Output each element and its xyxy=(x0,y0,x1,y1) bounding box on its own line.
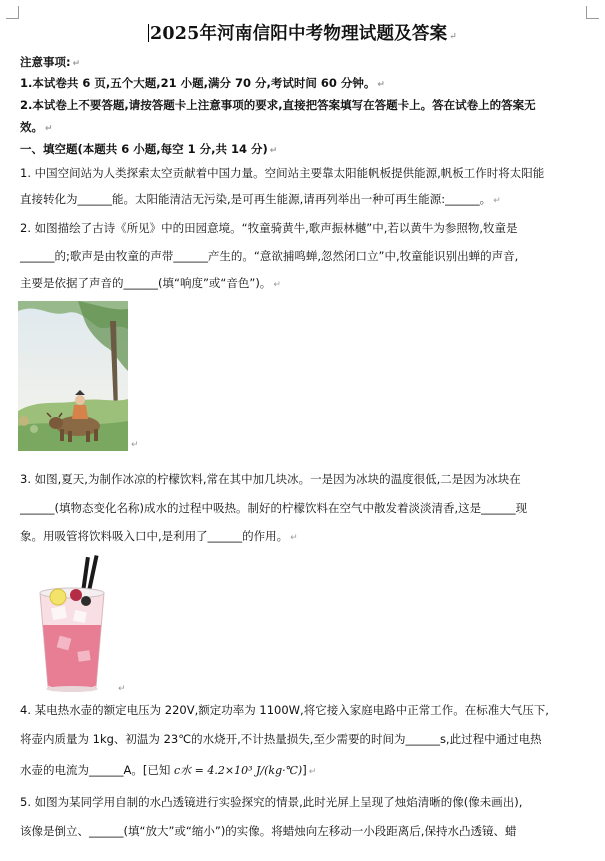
notes-item-1: 1.本试卷共 6 页,五个大题,21 小题,满分 70 分,考试时间 60 分钟。 ↵ xyxy=(20,76,385,90)
q5-line-2: 该像是倒立、______(填“放大”或“缩小”)的实像。将蜡烛向左移动一小段距离后,保持水凸透镜、蜡 xyxy=(20,824,517,838)
notes-item-2-cont: 效。 ↵ xyxy=(20,120,53,134)
cowherd-illustration-art xyxy=(18,301,128,451)
paragraph-mark-icon: ↵ xyxy=(131,440,139,450)
page-title: 2025年河南信阳中考物理试题及答案 ↵ xyxy=(149,24,458,44)
notes-heading: 注意事项: ↵ xyxy=(20,55,81,69)
cowherd-illustration xyxy=(18,301,128,451)
q1-line-1: 1. 中国空间站为人类探索太空贡献着中国力量。空间站主要靠太阳能帆板提供能源,帆板工作时将太阳能 xyxy=(20,166,545,180)
notes-item-2: 2.本试卷上不要答题,请按答题卡上注意事项的要求,直接把答案填写在答题卡上。答在试卷上的答案无 xyxy=(20,98,536,112)
paragraph-mark-icon: ↵ xyxy=(45,124,53,134)
paragraph-mark-icon: ↵ xyxy=(269,146,278,156)
paragraph-mark-icon: ↵ xyxy=(449,32,458,42)
q4-line-3: 水壶的电流为______A。[已知 c水 = 4.2×10³ J/(kg·℃)] ↵ xyxy=(20,763,317,777)
lemon-drink-photo xyxy=(28,555,116,695)
paragraph-mark-icon: ↵ xyxy=(308,767,317,777)
paragraph-mark-icon: ↵ xyxy=(118,684,126,694)
q3-line-2: ______(填物态变化名称)成水的过程中吸热。制好的柠檬饮料在空气中散发着淡淡清香,这是______现 xyxy=(20,501,528,515)
q3-line-1: 3. 如图,夏天,为制作冰凉的柠檬饮料,常在其中加几块冰。一是因为冰块的温度很低,二是因为冰块在 xyxy=(20,472,521,486)
paragraph-mark-icon: ↵ xyxy=(273,280,281,290)
specific-heat-formula: c水 = 4.2×10³ J/(kg·℃) xyxy=(174,764,303,777)
paragraph-mark-icon: ↵ xyxy=(72,59,81,69)
q4-line-2: 将壶内质量为 1kg、初温为 23℃的水烧开,不计热量损失,至少需要的时间为______s,此过程中通过电热 xyxy=(20,732,542,746)
q1-line-2: 直接转化为______能。太阳能清洁无污染,是可再生能源,请再列举出一种可再生能源:______。 ↵ xyxy=(20,192,501,206)
q2-line-2: ______的;歌声是由牧童的声带______产生的。“意欲捕鸣蝉,忽然闭口立”中,牧童能识别出蝉的声音, xyxy=(20,249,519,263)
paragraph-mark-icon: ↵ xyxy=(290,533,298,543)
q2-line-3: 主要是依据了声音的______(填“响度”或“音色”)。 ↵ xyxy=(20,276,281,290)
q2-line-1: 2. 如图描绘了古诗《所见》中的田园意境。“牧童骑黄牛,歌声振林樾”中,若以黄牛为参照物,牧童是 xyxy=(20,221,518,235)
q4-line-1: 4. 某电热水壶的额定电压为 220V,额定功率为 1100W,将它接入家庭电路中正常工作。在标准大气压下, xyxy=(20,703,549,717)
crop-mark-top-right xyxy=(586,6,599,19)
q5-line-1: 5. 如图为某同学用自制的水凸透镜进行实验探究的情景,此时光屏上呈现了烛焰清晰的像(像未画出), xyxy=(20,795,523,809)
crop-mark-top-left xyxy=(6,6,19,19)
paragraph-mark-icon: ↵ xyxy=(493,196,501,206)
q3-line-3: 象。用吸管将饮料吸入口中,是利用了______的作用。 ↵ xyxy=(20,529,298,543)
section-heading: 一、填空题(本题共 6 小题,每空 1 分,共 14 分) ↵ xyxy=(20,142,278,156)
paragraph-mark-icon: ↵ xyxy=(377,80,385,90)
text-cursor xyxy=(148,24,149,42)
lemon-drink-photo-art xyxy=(28,555,116,695)
